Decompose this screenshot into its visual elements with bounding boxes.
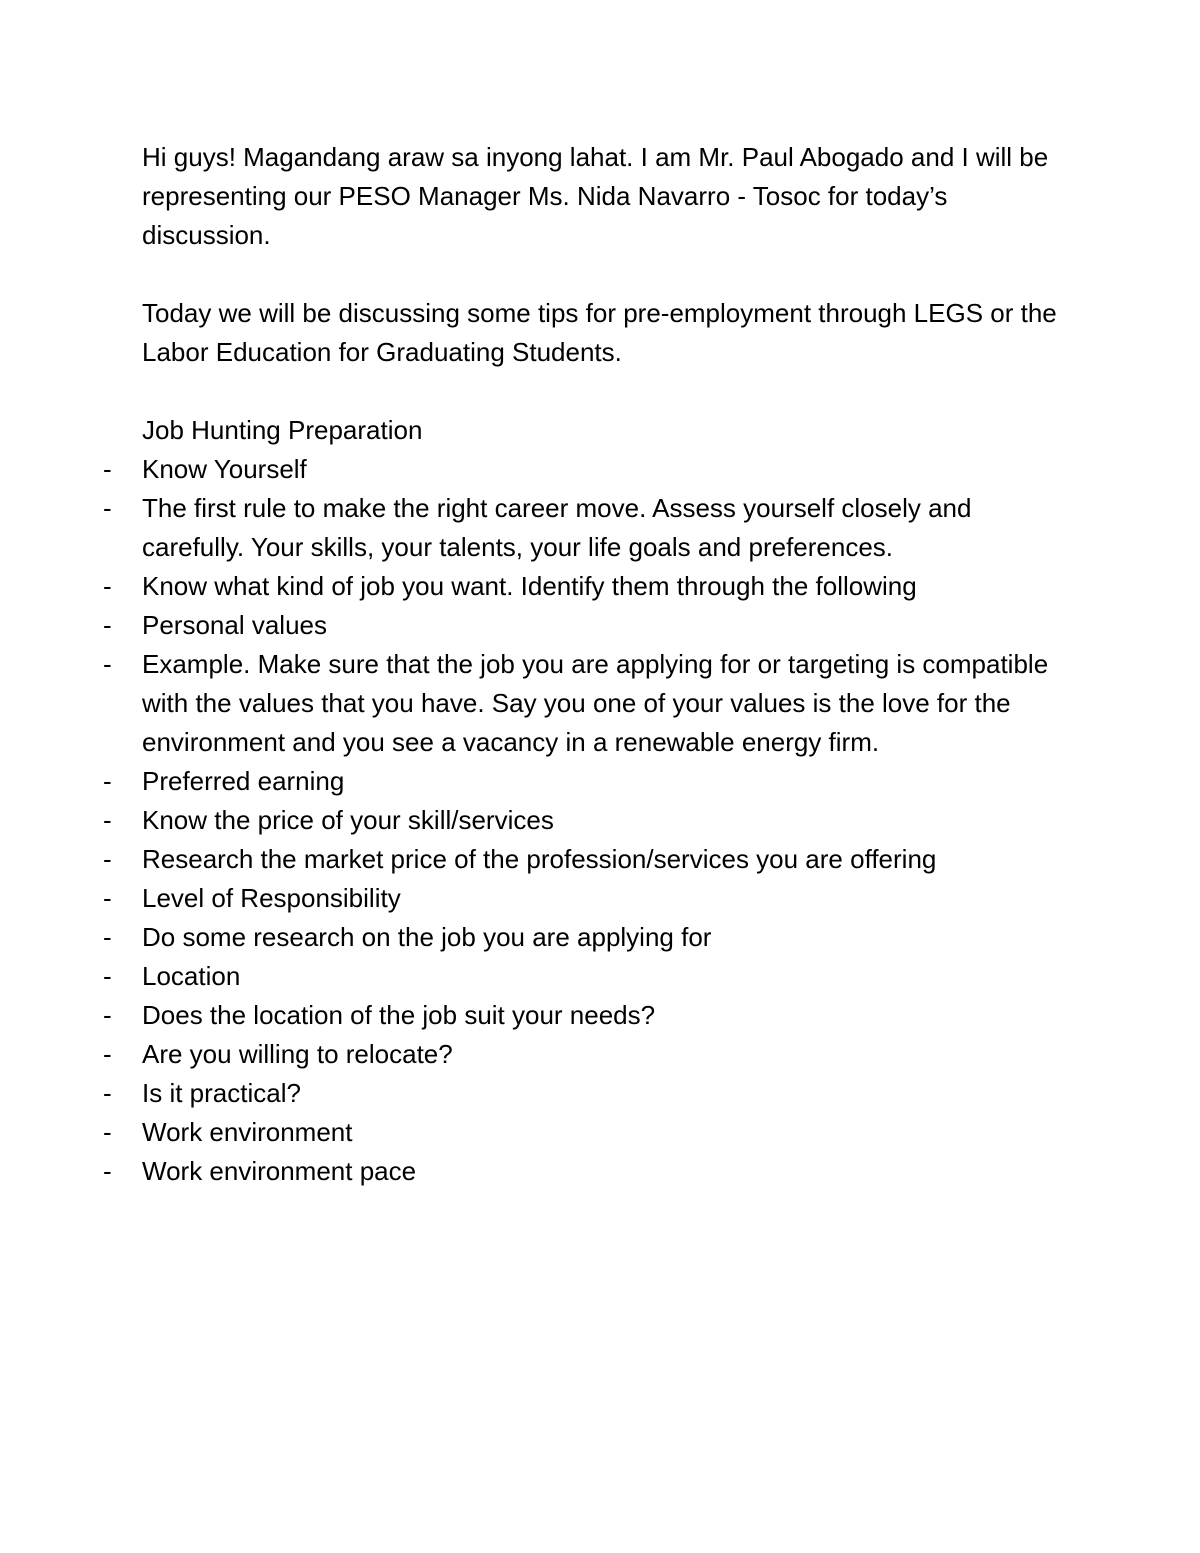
dash-bullet: - (103, 961, 112, 991)
list-item (103, 645, 1062, 762)
dash-bullet: - (103, 883, 112, 913)
sub-sub-list (103, 801, 1062, 879)
list-item-text: Preferred earning (142, 766, 345, 796)
dash-bullet: - (103, 805, 112, 835)
list-item (103, 1152, 1062, 1191)
list-item-text: Know the price of your skill/services (142, 805, 554, 835)
list-item-text: Personal values (142, 610, 327, 640)
list-item-text: Level of Responsibility (142, 883, 401, 913)
dash-bullet: - (103, 493, 112, 523)
list-item (103, 801, 1062, 840)
list-item (103, 1035, 1062, 1074)
list-item (103, 567, 1062, 1191)
list-item (103, 840, 1062, 879)
dash-bullet: - (103, 571, 112, 601)
list-item (103, 606, 1062, 762)
list-item-text: Know Yourself (142, 454, 307, 484)
list-item-text: Example. Make sure that the job you are applying for or targeting is compatible with the values that you have. Say you one of your values is the love for the environment and you see a vacancy in a renewable energy firm. (142, 649, 1049, 757)
list-item (103, 1074, 1062, 1113)
list-item-text: Location (142, 961, 241, 991)
intro-paragraph: Hi guys! Magandang araw sa inyong lahat. I am Mr. Paul Abogado and I will be representing our PESO Manager Ms. Nida Navarro - Tosoc for today’s discussion. (142, 142, 1049, 250)
dash-bullet: - (103, 1156, 112, 1186)
list-item-text: Do some research on the job you are applying for (142, 922, 712, 952)
dash-bullet: - (103, 1117, 112, 1147)
list-item-text: The first rule to make the right career move. Assess yourself closely and carefully. Your skills, your talents, your life goals and preferences. (142, 493, 972, 562)
sub-list (103, 489, 1062, 567)
section-heading: Job Hunting Preparation (142, 415, 423, 445)
dash-bullet: - (103, 844, 112, 874)
list-item-text: Work environment (142, 1117, 353, 1147)
sub-sub-list (103, 996, 1062, 1113)
list-item-text: Are you willing to relocate? (142, 1039, 453, 1069)
sub-sub-list (103, 918, 1062, 957)
list-item-text: Does the location of the job suit your needs? (142, 1000, 656, 1030)
list-item (103, 450, 1062, 567)
list-item-text: Work environment pace (142, 1156, 417, 1186)
list-item (103, 1113, 1062, 1191)
dash-bullet: - (103, 922, 112, 952)
dash-bullet: - (103, 1078, 112, 1108)
dash-bullet: - (103, 1039, 112, 1069)
list-item (103, 489, 1062, 567)
dash-bullet: - (103, 649, 112, 679)
document-body (103, 138, 1062, 1191)
sub-sub-list (103, 1152, 1062, 1191)
dash-bullet: - (103, 1000, 112, 1030)
main-list (103, 450, 1062, 1191)
sub-list (103, 606, 1062, 1191)
sub-sub-list (103, 645, 1062, 762)
list-item (103, 762, 1062, 879)
list-item-text: Is it practical? (142, 1078, 301, 1108)
dash-bullet: - (103, 766, 112, 796)
list-item (103, 918, 1062, 957)
list-item (103, 879, 1062, 957)
list-item-text: Know what kind of job you want. Identify them through the following (142, 571, 917, 601)
list-item (103, 996, 1062, 1035)
dash-bullet: - (103, 610, 112, 640)
list-item-text: Research the market price of the profession/services you are offering (142, 844, 937, 874)
dash-bullet: - (103, 454, 112, 484)
list-item (103, 957, 1062, 1113)
topic-paragraph: Today we will be discussing some tips for pre-employment through LEGS or the Labor Education for Graduating Students. (142, 298, 1057, 367)
